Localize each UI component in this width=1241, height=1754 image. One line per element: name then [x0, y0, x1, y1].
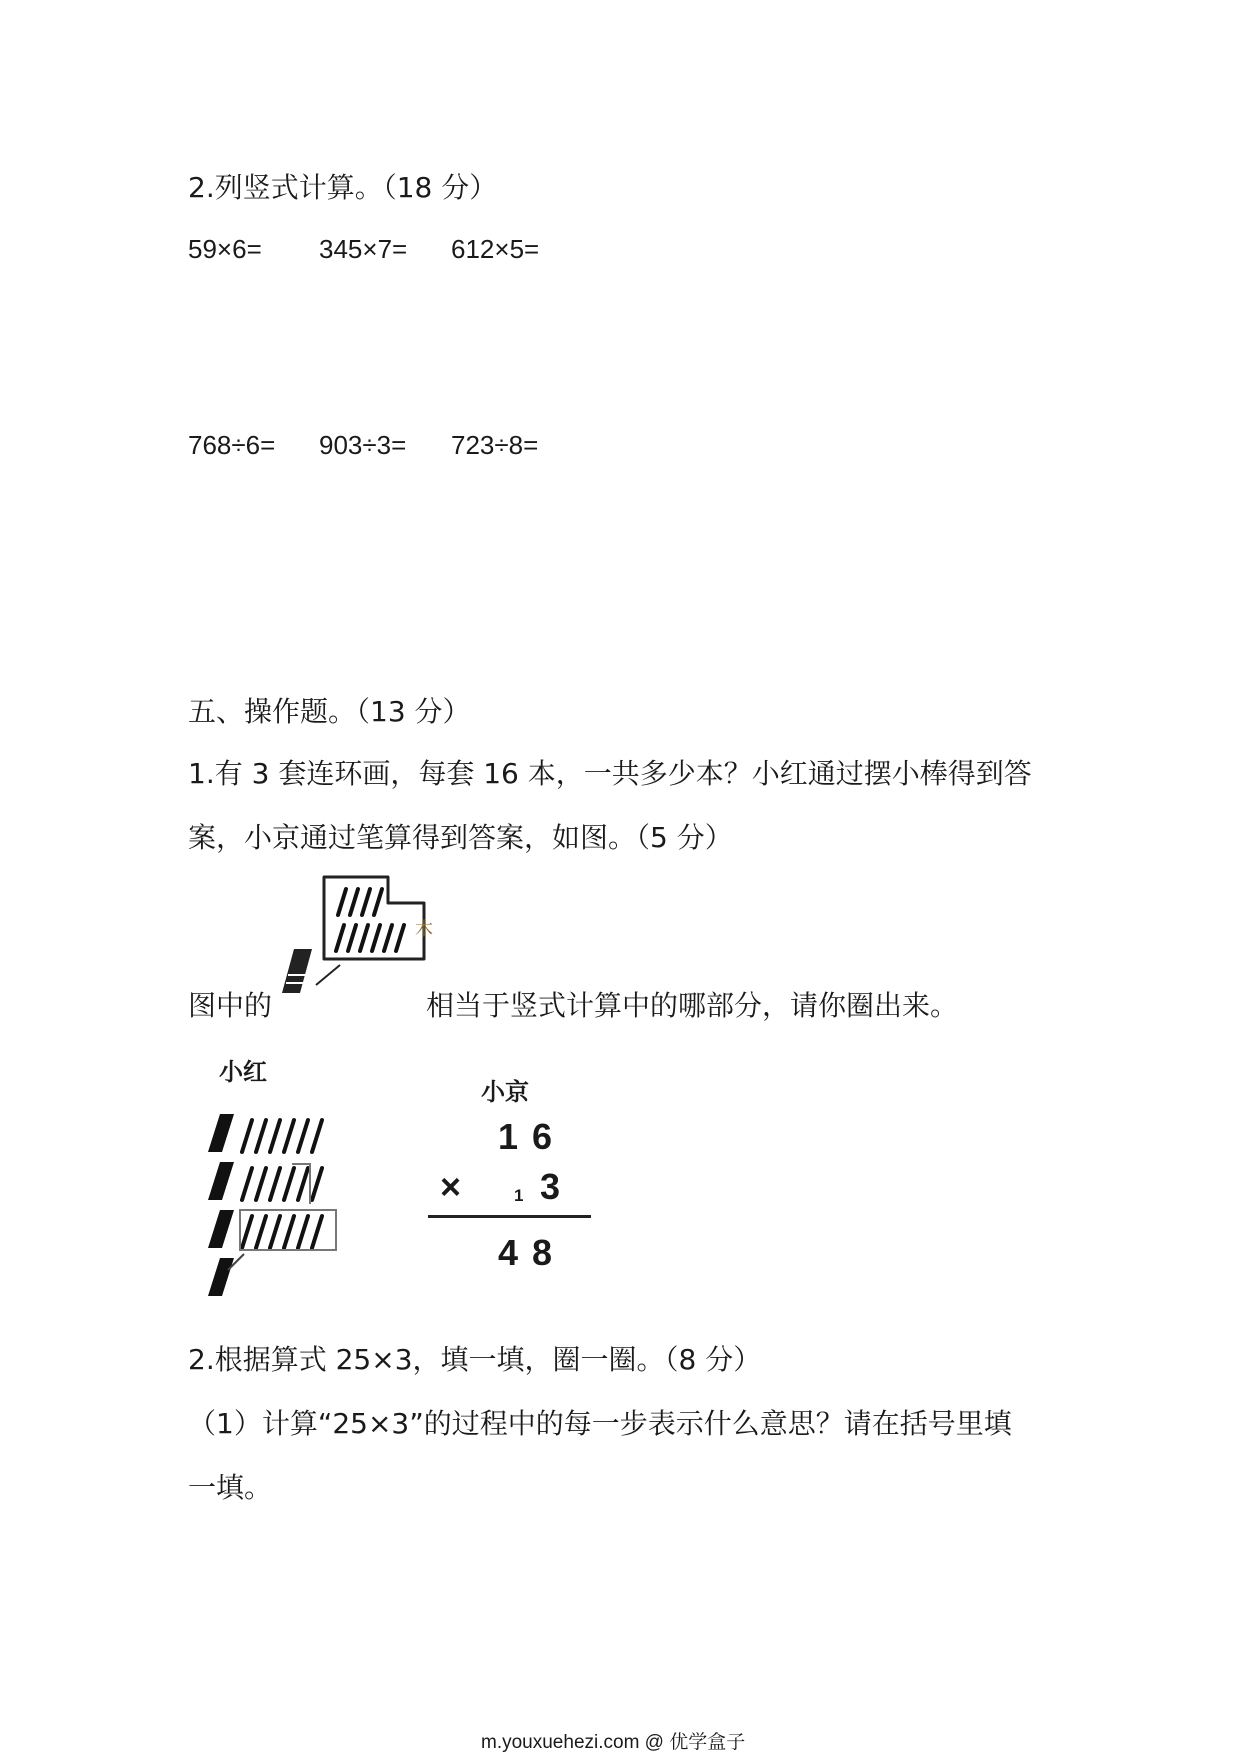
equation-mult-1: 59×6=: [188, 234, 262, 264]
equation-div-1: 768÷6=: [188, 430, 276, 460]
equation-mult-2: 345×7=: [319, 234, 408, 264]
s5-q2-sub1-line1: （1）计算“25×3”的过程中的每一步表示什么意思？请在括号里填: [188, 1407, 1012, 1440]
s5-q2-heading: 2.根据算式 25×3，填一填，圈一圈。（8 分）: [188, 1343, 762, 1376]
stick-bundle-icon: [282, 949, 312, 993]
vertical-multiplier: 3: [540, 1166, 561, 1207]
vertical-times-sign: ×: [440, 1166, 462, 1207]
s5-q2-sub1-line2: 一填。: [188, 1471, 273, 1504]
equation-div-3: 723÷8=: [451, 430, 539, 460]
vertical-top-number: 1 6: [498, 1116, 555, 1157]
xiaojing-label: 小京: [481, 1078, 529, 1106]
q1-text-line1: 1.有 3 套连环画，每套 16 本，一共多少本？小红通过摆小棒得到答: [188, 757, 1032, 790]
q1-prompt-prefix: 图中的: [188, 989, 273, 1022]
vertical-carry-digit: 1: [514, 1186, 524, 1205]
section5-heading: 五、操作题。（13 分）: [188, 695, 471, 728]
equation-div-2: 903÷3=: [319, 430, 407, 460]
equation-mult-3: 612×5=: [451, 234, 540, 264]
q2-heading: 2.列竖式计算。（18 分）: [188, 171, 498, 204]
svg-text:木: 木: [415, 919, 433, 940]
vertical-divider-line: [428, 1215, 591, 1218]
q1-text-line2: 案，小京通过笔算得到答案，如图。（5 分）: [188, 821, 733, 854]
xiaohong-label: 小红: [219, 1058, 267, 1086]
vertical-result: 4 8: [498, 1232, 555, 1273]
q1-prompt-suffix: 相当于竖式计算中的哪部分，请你圈出来。: [426, 989, 959, 1022]
footer-text: m.youxuehezi.com @ 优学盒子: [481, 1732, 746, 1753]
sticks-inline-figure: [278, 875, 433, 995]
xiaohong-sticks-figure: [200, 1108, 360, 1298]
